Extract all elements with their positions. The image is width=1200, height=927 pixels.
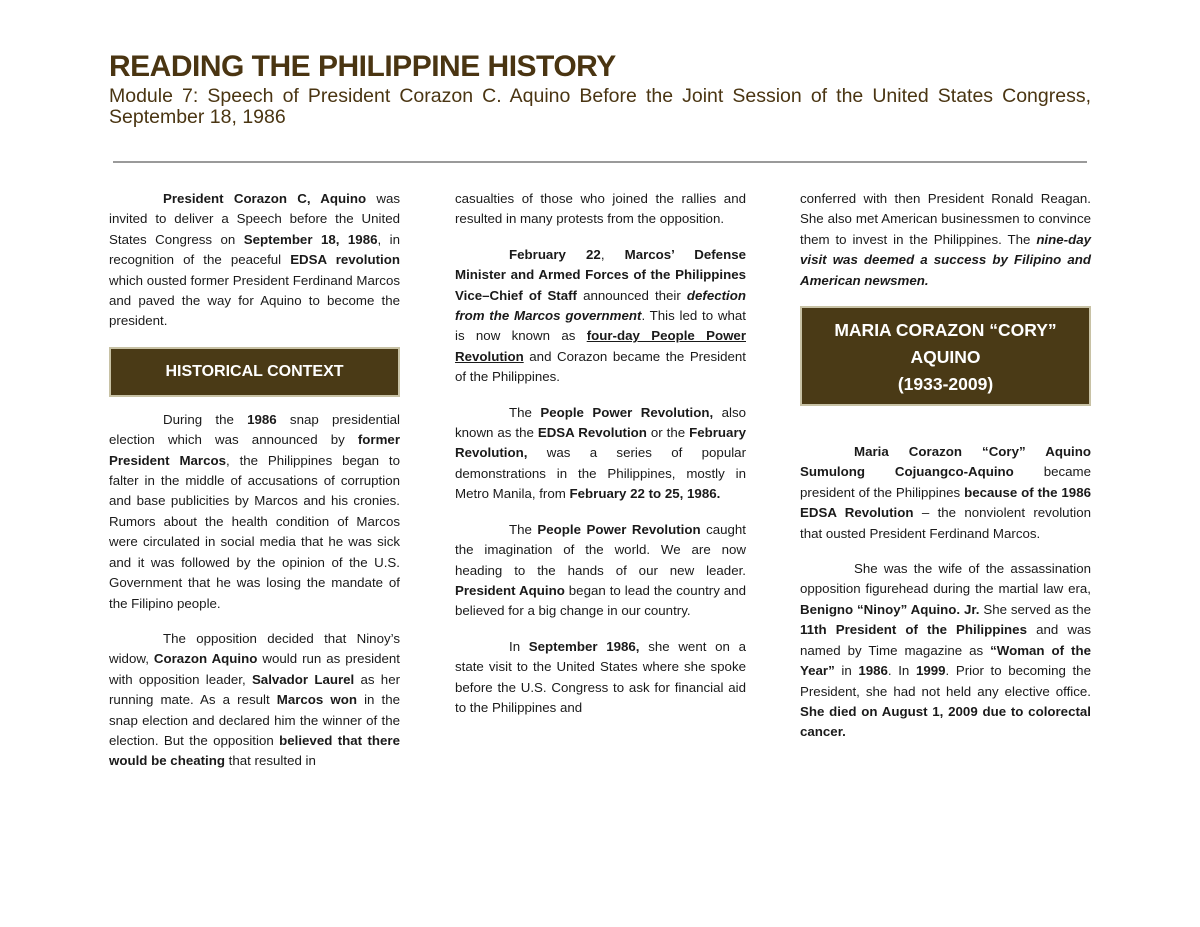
reagan-paragraph: conferred with then President Ronald Reagan. She also met American businessmen to convince them to invest in the Philippines. The nine-day visit was deemed a success by Filipino and American newsmen. bbox=[800, 191, 1091, 288]
header-divider bbox=[113, 161, 1087, 163]
cory-bio-paragraph: Maria Corazon “Cory” Aquino Sumulong Cojuangco-Aquino became president of the Philippines because of the 1986 EDSA Revolution – the nonviolent revolution that ousted President Ferdinand Marcos. bbox=[800, 444, 1092, 541]
cory-heading-line-1: MARIA CORAZON “CORY” bbox=[834, 320, 1057, 341]
cory-heading-years: (1933-2009) bbox=[897, 374, 994, 395]
imagination-paragraph: The People Power Revolution caught the imagination of the world. We are now heading to the hands of our new leader. President Aquino began to lead the country and believed for a big change in our country. bbox=[455, 521, 747, 619]
module-subtitle: Module 7: Speech of President Corazon C. Aquino Before the Joint Session of the United States Congress, September 18, 1986 bbox=[109, 85, 1091, 128]
cory-heading-line-2: AQUINO bbox=[910, 347, 981, 368]
state-visit-paragraph: In September 1986, she went on a state visit to the United States where she spoke before the U.S. Congress to ask for financial aid to the Philippines and bbox=[455, 638, 746, 715]
february-22-paragraph: February 22, Marcos’ Defense Minister and Armed Forces of the Philippines Vice–Chief of Staff announced their defection from the Marcos government. This led to what is now known as four-day People Power Revolution and Corazon became the President of the Philippines. bbox=[455, 246, 746, 385]
historical-context-heading: HISTORICAL CONTEXT bbox=[109, 347, 400, 397]
column-2 bbox=[455, 189, 746, 733]
column-1 bbox=[109, 189, 400, 787]
people-power-paragraph: The People Power Revolution, also known as the EDSA Revolution or the February Revolution, was a series of popular demonstrations in the Philippines, mostly in Metro Manila, from February 22 to 25, 1986. bbox=[455, 404, 747, 502]
cory-wife-paragraph: She was the wife of the assassination opposition figurehead during the martial law era, Benigno “Ninoy” Aquino. Jr. She served as the 11th President of the Philippines and was named by Time magazine as “Woman of the Year” in 1986. In 1999. Prior to becoming the President, she had not held any elective office. She died on August 1, 2009 due to colorectal cancer. bbox=[800, 561, 1092, 740]
casualties-paragraph: casualties of those who joined the rallies and resulted in many protests from the opposition. bbox=[455, 191, 746, 227]
column-3 bbox=[800, 189, 1091, 758]
opposition-paragraph: The opposition decided that Ninoy’s widow, Corazon Aquino would run as president with opposition leader, Salvador Laurel as her running mate. As a result Marcos won in the snap election and declared him the winner of the election. But the opposition believed that there would be cheating that resulted in bbox=[109, 630, 401, 769]
cory-aquino-heading bbox=[800, 306, 1091, 406]
intro-paragraph: President Corazon C, Aquino was invited to deliver a Speech before the United States Congress on September 18, 1986, in recognition of the peaceful EDSA revolution which ousted former President Ferdinand Marcos and paved the way for Aquino to become the president. bbox=[109, 191, 401, 329]
page-title: READING THE PHILIPPINE HISTORY bbox=[109, 50, 616, 83]
snap-election-paragraph: During the 1986 snap presidential election which was announced by former President Marcos, the Philippines began to falter in the middle of accusations of corruption and base publicities by Marcos and his cronies. Rumors about the health condition of Marcos were circulated in social media that he was sick and it was followed by the opinion of the U.S. Government that he was losing the mandate of the Filipino people. bbox=[109, 411, 400, 611]
